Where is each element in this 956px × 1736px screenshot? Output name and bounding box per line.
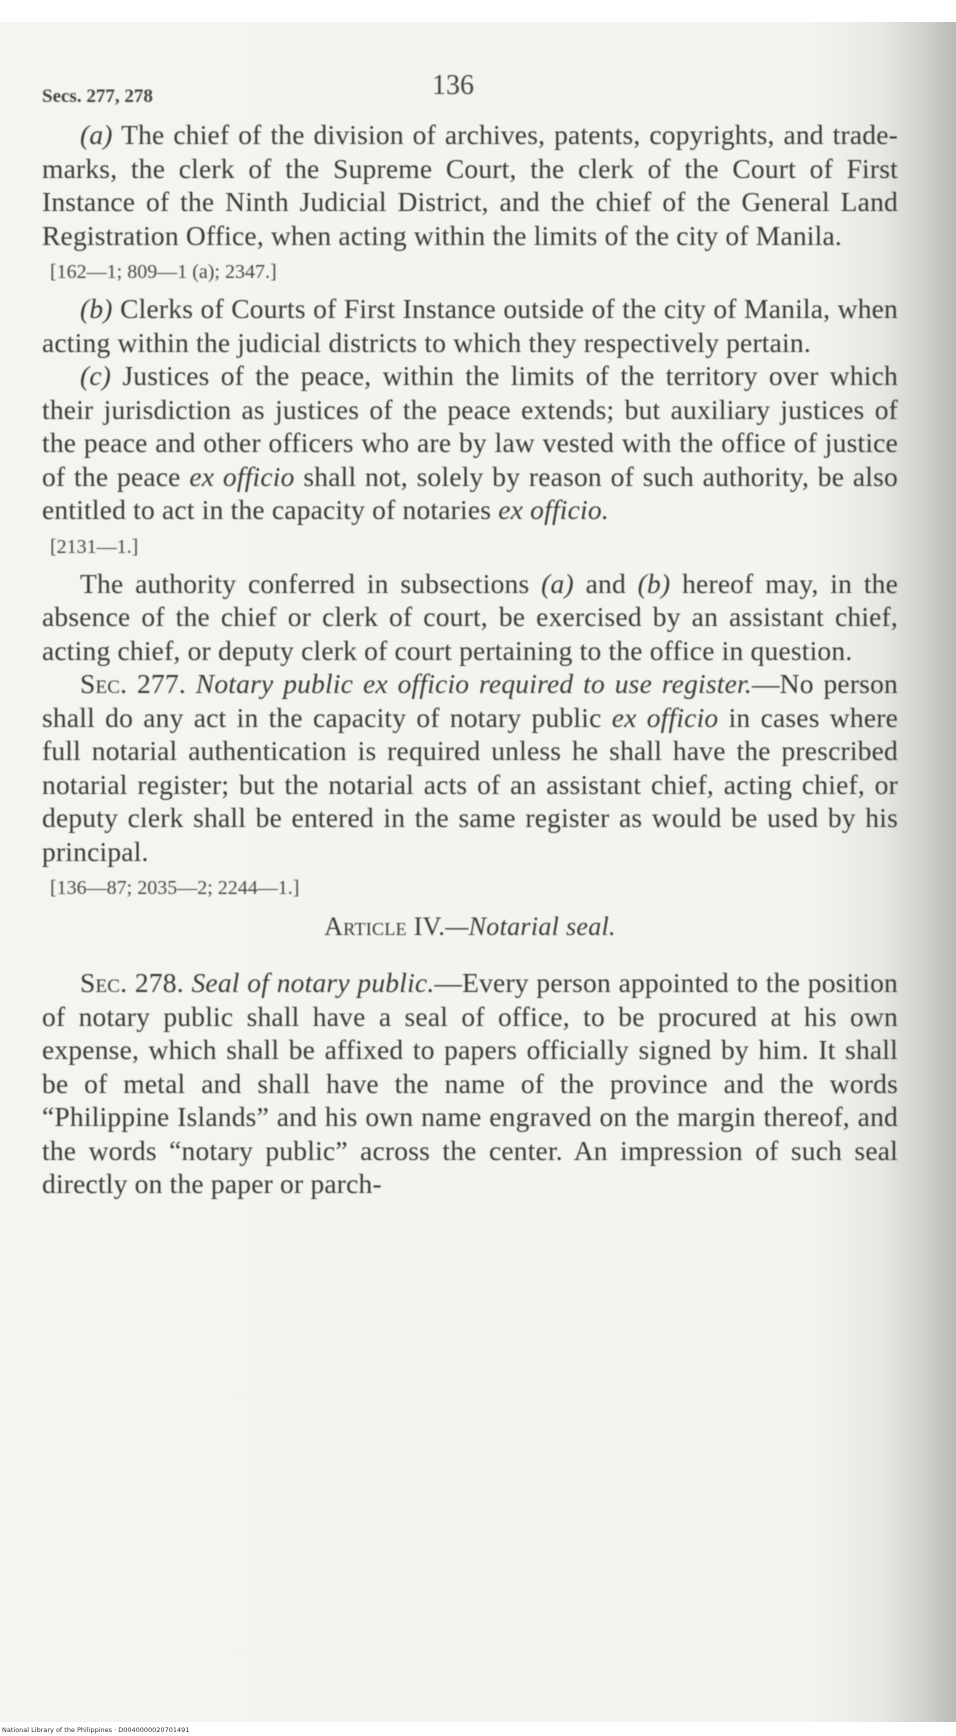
section-277-text-1: —No person shall do any act in the capacity of notary public — [42, 668, 898, 733]
authority-label-b: (b) — [637, 567, 671, 599]
label-c: (c) — [80, 360, 112, 391]
label-b: (b) — [80, 293, 113, 324]
label-a: (a) — [80, 119, 113, 150]
article-title: —Notarial seal. — [445, 912, 616, 941]
authority-text-1: The authority conferred in subsections — [80, 567, 530, 599]
citation-2: [2131—1.] — [50, 535, 139, 558]
page-text-block — [42, 70, 898, 1201]
section-278 — [42, 966, 898, 1201]
authority-and: and — [585, 567, 626, 599]
paragraph-c-text-2: shall not, solely by reason of such authority, be also entitled to act in the capacity of notaries — [42, 460, 898, 525]
citation-3: [136—87; 2035—2; 2244—1.] — [50, 877, 300, 899]
authority-label-a: (a) — [541, 567, 574, 599]
authority-text-2: hereof may, in the absence of the chief or clerk of court, be exercised by an assistant chief, acting chief, or deputy clerk of court pertaining to the office in question. — [42, 567, 899, 666]
ex-officio-1: ex officio — [189, 460, 295, 492]
article-heading — [42, 910, 898, 944]
paragraph-b — [42, 292, 898, 359]
section-277-ex-officio: ex officio — [611, 701, 719, 733]
section-reference: Secs. 277, 278 — [42, 86, 153, 107]
section-277-label: Sec. 277. — [80, 668, 186, 699]
paragraph-a — [42, 118, 898, 252]
paragraph-authority — [42, 567, 898, 668]
paragraph-b-text: Clerks of Courts of First Instance outside of the city of Manila, when acting within the judicial districts to which they respectively pertain. — [42, 293, 899, 358]
section-278-label: Sec. 278. — [80, 967, 184, 998]
section-277 — [42, 667, 898, 868]
paragraph-c-text-1: Justices of the peace, within the limits of the territory over which their jurisdiction as justices of the peace extends; but auxiliary justices of the peace and other officers who are by law vested with the office of justice of the peace — [42, 360, 898, 492]
section-278-title: Seal of notary public. — [191, 967, 435, 998]
section-277-title: Notary public ex officio required to use register. — [195, 668, 752, 699]
paragraph-c — [42, 359, 898, 527]
section-278-text: —Every person appointed to the position of notary public shall have a seal of office, to be procured at his own expense, which shall be affixed to papers officially signed by him. It shall be of metal and shall have the name of the province and the words “Philippine Islands” and his own name engraved on the margin thereof, and the words “notary public” across the center. An impression of such seal directly on the paper or parch- — [42, 967, 898, 1199]
citation-1: [162—1; 809—1 (a); 2347.] — [50, 261, 277, 283]
scan-credit-footer: National Library of the Philippines · D0040000020701491 — [2, 1726, 190, 1734]
article-label: Article IV. — [324, 912, 446, 941]
ex-officio-2: ex officio. — [498, 494, 609, 525]
running-head — [42, 70, 898, 118]
paragraph-a-text: The chief of the division of archives, patents, copyrights, and trade-marks, the clerk of the Supreme Court, the clerk of the Court of First Instance of the Ninth Judicial District, and the chief of the General Land Registration Office, when acting within the limits of the city of Manila. — [42, 119, 898, 251]
section-277-text-2: in cases where full notarial authentication is required unless he shall have the prescribed notarial register; but the notarial acts of an assistant chief, acting chief, or deputy clerk shall be entered in the same register as would be used by his principal. — [42, 701, 898, 867]
page-number: 136 — [432, 70, 474, 101]
